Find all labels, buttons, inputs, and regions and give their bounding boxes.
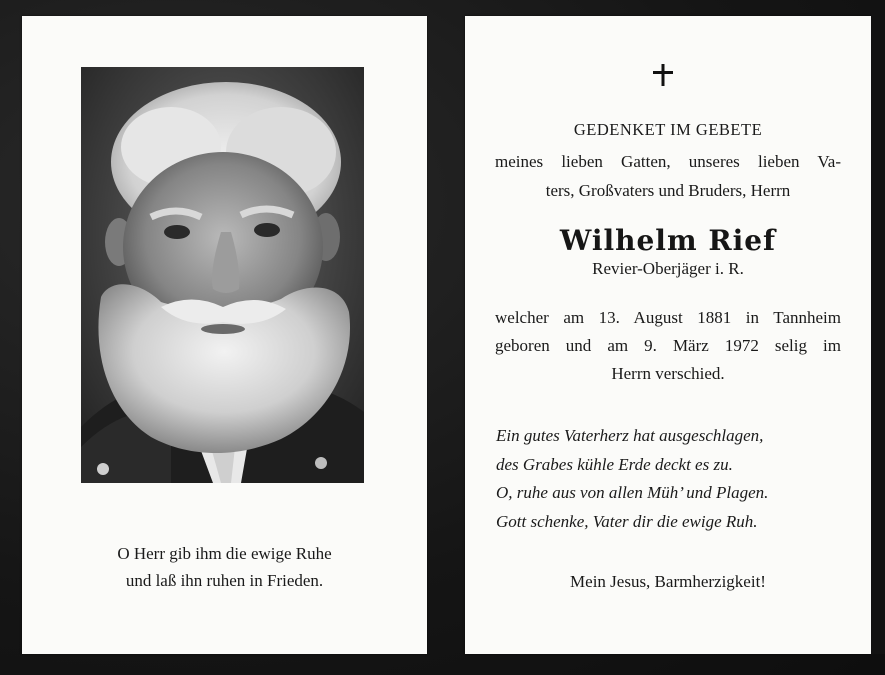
poem-line: O, ruhe aus von allen Müh’ und Plagen. (496, 483, 769, 502)
dates-line: welcher am 13. August 1881 in Tannheim (495, 308, 841, 327)
closing-prayer: Mein Jesus, Barmherzigkeit! (570, 572, 766, 591)
life-dates-text (495, 304, 841, 388)
cross-icon (651, 63, 675, 87)
intro-line: meines lieben Gatten, unseres lieben Va- (495, 152, 841, 171)
poem-line: des Grabes kühle Erde deckt es zu. (496, 454, 733, 474)
intro-text (495, 147, 841, 205)
poem (496, 422, 844, 536)
deceased-name: Wilhelm Rief (559, 224, 777, 257)
memorial-card-right (465, 16, 871, 654)
intro-line: ters, Großvaters und Bruders, Herrn (545, 181, 791, 200)
prayer-verse (22, 540, 427, 594)
prayer-verse-line: und laß ihn ruhen in Frieden. (125, 571, 324, 590)
portrait-image (81, 67, 364, 483)
dates-line: Herrn verschied. (611, 364, 725, 383)
portrait-photo (81, 67, 364, 483)
poem-line: Ein gutes Vaterherz hat ausgeschlagen, (496, 426, 764, 445)
dates-line: geboren und am 9. März 1972 selig im (495, 336, 841, 355)
memorial-card-left (22, 16, 427, 654)
poem-line: Gott schenke, Vater dir die ewige Ruh. (496, 511, 758, 531)
prayer-verse-line: O Herr gib ihm die ewige Ruhe (117, 544, 332, 563)
deceased-rank: Revier-Oberjäger i. R. (592, 259, 744, 278)
heading: GEDENKET IM GEBETE (573, 120, 763, 139)
